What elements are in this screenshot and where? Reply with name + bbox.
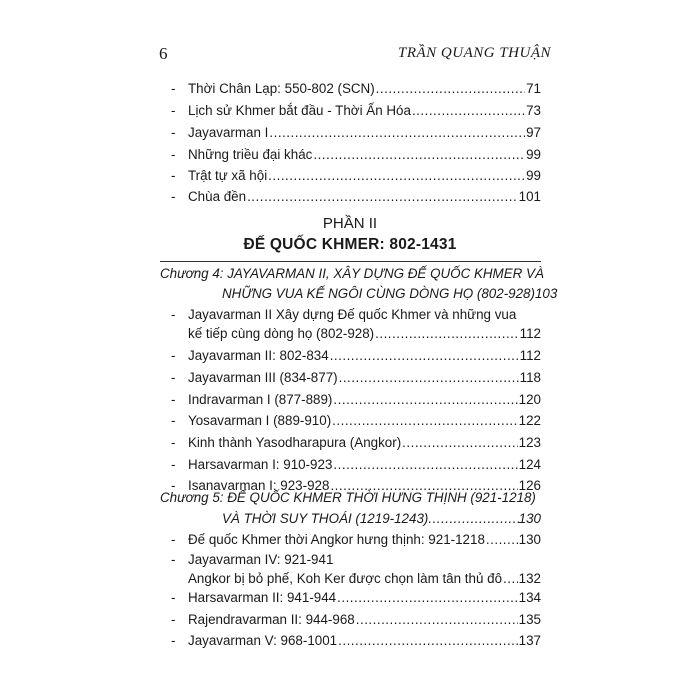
entry-dash: - — [171, 81, 176, 96]
entry-title: Harsavarman I: 910-923 — [188, 457, 333, 472]
entry-title: Harsavarman II: 941-944 — [188, 590, 337, 605]
toc-entry — [171, 391, 541, 409]
toc-entry — [171, 369, 541, 387]
part-label: PHẦN II — [322, 215, 378, 232]
entry-title: Indravarman I (877-889) — [188, 392, 333, 407]
toc-entry — [171, 124, 541, 142]
entry-page: 112 — [519, 348, 541, 363]
entry-title: Yosavarman I (889-910) — [188, 413, 332, 428]
entry-title: Kinh thành Yasodharapura (Angkor) — [188, 435, 402, 450]
entry-page: 112 — [519, 326, 541, 341]
entry-page: 132 — [518, 571, 541, 586]
toc-entry — [171, 412, 541, 430]
entry-dash: - — [171, 590, 176, 605]
entry-dash: - — [171, 189, 176, 204]
entry-title: Trật tự xã hội — [188, 168, 268, 183]
leader-dots — [412, 102, 525, 120]
leader-dots — [428, 510, 518, 528]
chapter4-heading-text: NHỮNG VUA KẾ NGÔI CÙNG DÒNG HỌ (802-928) — [222, 286, 535, 301]
entry-title: Rajendravarman II: 944-968 — [188, 612, 355, 627]
entry-dash: - — [171, 552, 176, 567]
chapter5-heading-line2 — [222, 510, 541, 528]
entry-page: 99 — [526, 168, 541, 183]
leader-dots — [503, 570, 518, 588]
leader-dots — [268, 167, 525, 185]
entry-title: Jayavarman II: 802-834 — [188, 348, 329, 363]
entry-dash: - — [171, 392, 176, 407]
entry-page: 130 — [518, 532, 541, 547]
entry-page: 118 — [519, 370, 541, 385]
entry-title: Jayavarman V: 968-1001 — [188, 633, 338, 648]
leader-dots — [486, 531, 518, 549]
entry-title: Những triều đại khác — [188, 147, 313, 162]
leader-dots — [333, 391, 517, 409]
entry-dash: - — [171, 633, 176, 648]
leader-dots — [332, 412, 517, 430]
section-divider — [160, 261, 541, 262]
entry-page: 73 — [526, 103, 541, 118]
entry-title: Thời Chân Lạp: 550-802 (SCN) — [188, 81, 375, 96]
entry-page: 135 — [518, 612, 541, 627]
entry-page: 120 — [518, 392, 541, 407]
chapter5-page: 130 — [518, 511, 541, 526]
entry-page: 122 — [518, 413, 541, 428]
leader-dots — [330, 347, 519, 365]
entry-title: Đế quốc Khmer thời Angkor hưng thịnh: 921-1218 — [188, 532, 485, 547]
entry-title: Jayavarman I — [188, 125, 269, 140]
page-number: 6 — [159, 44, 168, 63]
toc-entry — [171, 80, 541, 98]
entry-dash: - — [171, 348, 176, 363]
toc-entry — [171, 102, 541, 120]
toc-entry — [171, 167, 541, 185]
chapter4-page: 103 — [534, 286, 558, 301]
entry-dash: - — [171, 435, 176, 450]
leader-dots — [338, 632, 518, 650]
toc-entry — [171, 434, 541, 452]
leader-dots — [376, 80, 525, 98]
entry-dash: - — [171, 612, 176, 627]
toc-entry — [171, 611, 541, 629]
leader-dots — [337, 589, 518, 607]
entry-page: 124 — [518, 457, 541, 472]
toc-entry — [188, 325, 541, 343]
toc-entry — [171, 632, 541, 650]
toc-entry — [171, 589, 541, 607]
entry-page: 126 — [518, 478, 541, 493]
entry-title-cont: Angkor bị bỏ phế, Koh Ker được chọn làm tân thủ đô — [188, 571, 503, 586]
entry-page: 97 — [526, 125, 541, 140]
chapter4-heading-line1: Chương 4: JAYAVARMAN II, XÂY DỰNG ĐẾ QUỐC KHMER VÀ — [160, 266, 544, 281]
toc-entry — [171, 146, 541, 164]
entry-page: 123 — [518, 435, 541, 450]
chapter4-heading-line2 — [222, 285, 558, 303]
entry-dash: - — [171, 125, 176, 140]
part-title: ĐẾ QUỐC KHMER: 802-1431 — [243, 236, 457, 253]
entry-page: 71 — [526, 81, 541, 96]
entry-page: 137 — [518, 633, 541, 648]
entry-title: Isanavarman I: 923-928 — [188, 478, 330, 493]
entry-dash: - — [171, 457, 176, 472]
entry-page: 134 — [518, 590, 541, 605]
chapter5-heading-line1: Chương 5: ĐẾ QUỐC KHMER THỜI HƯNG THỊNH (921-1218) — [160, 490, 536, 505]
leader-dots — [402, 434, 518, 452]
entry-title: Jayavarman II Xây dựng Đế quốc Khmer và những vua — [188, 307, 517, 322]
entry-dash: - — [171, 168, 176, 183]
entry-dash: - — [171, 478, 176, 493]
leader-dots — [333, 456, 517, 474]
leader-dots — [247, 188, 518, 206]
leader-dots — [339, 369, 519, 387]
entry-dash: - — [171, 370, 176, 385]
entry-dash: - — [171, 307, 176, 322]
entry-title: Jayavarman III (834-877) — [188, 370, 338, 385]
toc-entry — [171, 531, 541, 549]
entry-title: Jayavarman IV: 921-941 — [188, 552, 334, 567]
entry-dash: - — [171, 147, 176, 162]
entry-dash: - — [171, 103, 176, 118]
leader-dots — [269, 124, 525, 142]
entry-title: Chùa đền — [188, 189, 247, 204]
running-header-author: TRẦN QUANG THUẬN — [398, 45, 552, 61]
entry-page: 99 — [526, 147, 541, 162]
toc-entry — [171, 188, 541, 206]
entry-dash: - — [171, 532, 176, 547]
toc-entry — [188, 570, 541, 588]
leader-dots — [313, 146, 525, 164]
entry-title: Lịch sử Khmer bắt đầu - Thời Ấn Hóa — [188, 103, 411, 118]
entry-title-cont: kế tiếp cùng dòng họ (802-928) — [188, 326, 375, 341]
toc-entry — [171, 456, 541, 474]
chapter5-heading-text: VÀ THỜI SUY THOÁI (1219-1243) — [222, 511, 429, 526]
entry-page: 101 — [518, 189, 541, 204]
leader-dots — [356, 611, 518, 629]
leader-dots — [375, 325, 519, 343]
toc-entry — [171, 347, 541, 365]
entry-dash: - — [171, 413, 176, 428]
